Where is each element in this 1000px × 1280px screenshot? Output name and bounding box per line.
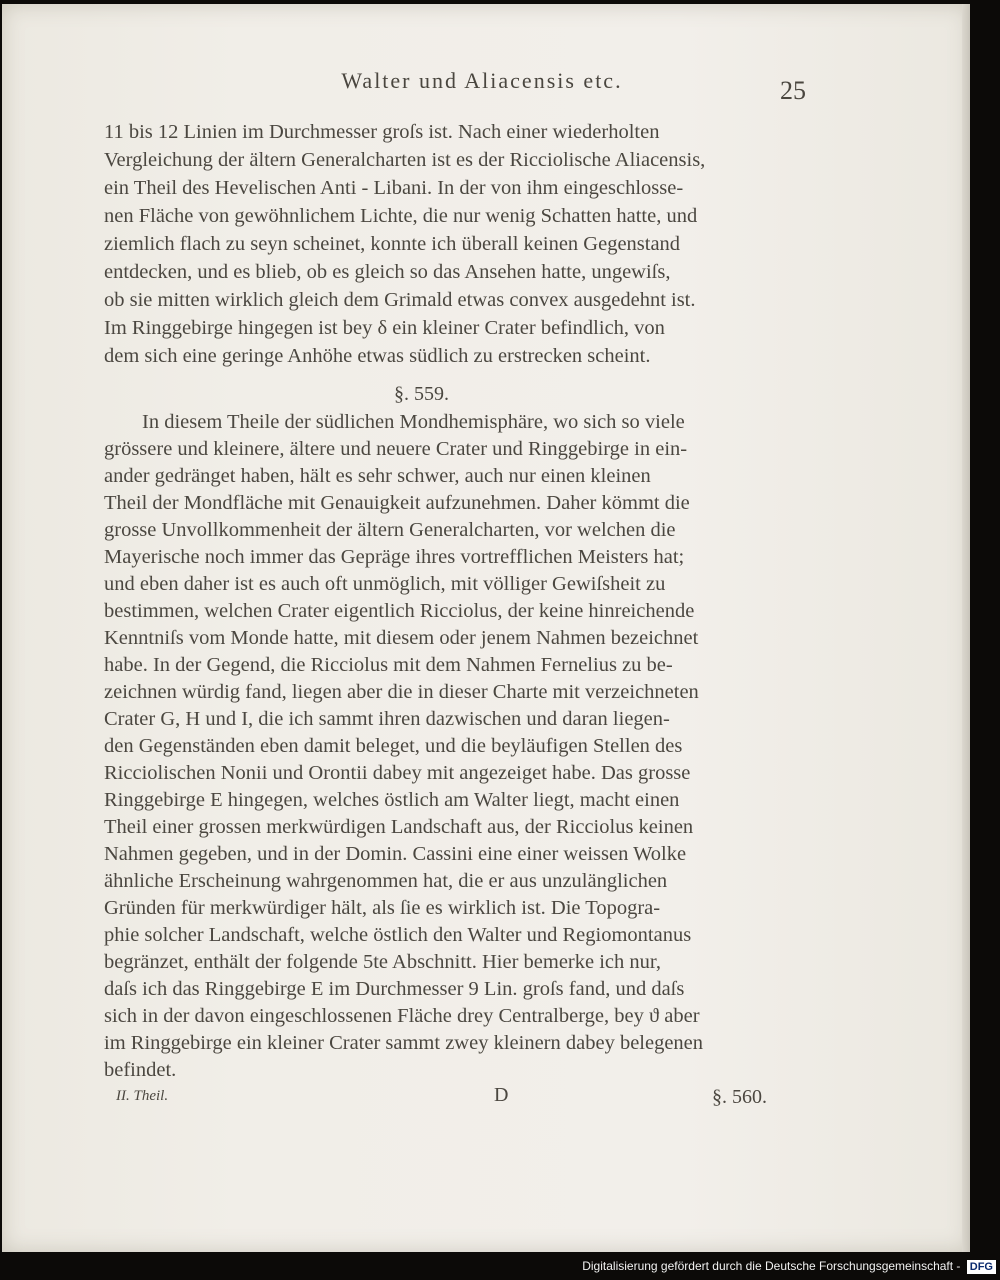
text-line: Im Ringgebirge hingegen ist bey δ ein kleiner Crater befindlich, von bbox=[104, 317, 665, 339]
text-line: Nahmen gegeben, und in der Domin. Cassini eine einer weissen Wolke bbox=[104, 843, 687, 865]
digitization-credit bbox=[548, 1256, 996, 1276]
text-line: begränzet, enthält der folgende 5te Abschnitt. Hier bemerke ich nur, bbox=[104, 951, 662, 973]
dfg-logo: DFG bbox=[967, 1260, 996, 1274]
text-line: daſs ich das Ringgebirge E im Durchmesser 9 Lin. groſs fand, und daſs bbox=[104, 978, 685, 1000]
text-line: Crater G, H und I, die ich sammt ihren dazwischen und daran liegen- bbox=[104, 708, 670, 730]
text-line: dem sich eine geringe Anhöhe etwas südlich zu erstrecken scheint. bbox=[104, 345, 651, 367]
text-line: Mayerische noch immer das Gepräge ihres vortrefflichen Meisters hat; bbox=[104, 546, 685, 568]
text-line: Ringgebirge E hingegen, welches östlich am Walter liegt, macht einen bbox=[104, 789, 680, 811]
text-line: ob sie mitten wirklich gleich dem Grimald etwas convex ausgedehnt ist. bbox=[104, 289, 696, 311]
text-line: Ricciolischen Nonii und Orontii dabey mit angezeiget habe. Das grosse bbox=[104, 762, 691, 784]
text-line: grosse Unvollkommenheit der ältern Generalcharten, vor welchen die bbox=[104, 519, 676, 541]
book-page bbox=[2, 4, 970, 1252]
text-line: Kenntniſs vom Monde hatte, mit diesem oder jenem Nahmen bezeichnet bbox=[104, 627, 699, 649]
text-line: nen Fläche von gewöhnlichem Lichte, die nur wenig Schatten hatte, und bbox=[104, 205, 698, 227]
text-line: sich in der davon eingeschlossenen Fläche drey Centralberge, bey ϑ aber bbox=[104, 1005, 700, 1027]
text-line: ähnliche Erscheinung wahrgenommen hat, die er aus unzulänglichen bbox=[104, 870, 668, 892]
text-line: ein Theil des Hevelischen Anti - Libani. In der von ihm eingeschlosse- bbox=[104, 177, 684, 199]
text-line: im Ringgebirge ein kleiner Crater sammt zwey kleinern dabey belegenen bbox=[104, 1032, 704, 1054]
text-line: habe. In der Gegend, die Ricciolus mit dem Nahmen Fernelius zu be- bbox=[104, 654, 673, 676]
text-line: Theil einer grossen merkwürdigen Landschaft aus, der Ricciolus keinen bbox=[104, 816, 694, 838]
text-line: 11 bis 12 Linien im Durchmesser groſs ist. Nach einer wiederholten bbox=[104, 121, 660, 143]
text-line: Gründen für merkwürdiger hält, als ſie es wirklich ist. Die Topogra- bbox=[104, 897, 661, 919]
text-line: Vergleichung der ältern Generalcharten ist es der Ricciolische Aliacensis, bbox=[104, 149, 706, 171]
text-line: den Gegenständen eben damit beleget, und die beyläufigen Stellen des bbox=[104, 735, 683, 757]
text-line: bestimmen, welchen Crater eigentlich Ricciolus, der keine hinreichende bbox=[104, 600, 695, 622]
text-line: und eben daher ist es auch oft unmöglich, mit völliger Gewiſsheit zu bbox=[104, 573, 666, 595]
page-edge bbox=[962, 4, 970, 1252]
volume-note: II. Theil. bbox=[116, 1088, 169, 1104]
text-line: Theil der Mondfläche mit Genauigkeit aufzunehmen. Daher kömmt die bbox=[104, 492, 690, 514]
running-title: Walter und Aliacensis etc. bbox=[341, 68, 623, 93]
text-line: ziemlich flach zu seyn scheinet, konnte ich überall keinen Gegenstand bbox=[104, 233, 681, 255]
text-line: phie solcher Landschaft, welche östlich den Walter und Regiomontanus bbox=[104, 924, 692, 946]
catchword: §. 560. bbox=[712, 1086, 767, 1108]
text-line: befindet. bbox=[104, 1059, 177, 1081]
text-line: grössere und kleinere, ältere und neuere Crater und Ringgebirge in ein- bbox=[104, 438, 688, 460]
text-line: entdecken, und es blieb, ob es gleich so das Ansehen hatte, ungewiſs, bbox=[104, 261, 671, 283]
text-line: In diesem Theile der südlichen Mondhemisphäre, wo sich so viele bbox=[142, 411, 685, 433]
section-heading: §. 559. bbox=[394, 383, 449, 405]
page-number: 25 bbox=[780, 76, 806, 105]
text-line: ander gedränget haben, hält es sehr schwer, auch nur einen kleinen bbox=[104, 465, 651, 487]
credit-text: Digitalisierung gefördert durch die Deutsche Forschungsgemeinschaft - bbox=[582, 1259, 961, 1273]
signature-mark: D bbox=[494, 1084, 509, 1106]
text-line: zeichnen würdig fand, liegen aber die in dieser Charte mit verzeichneten bbox=[104, 681, 699, 703]
